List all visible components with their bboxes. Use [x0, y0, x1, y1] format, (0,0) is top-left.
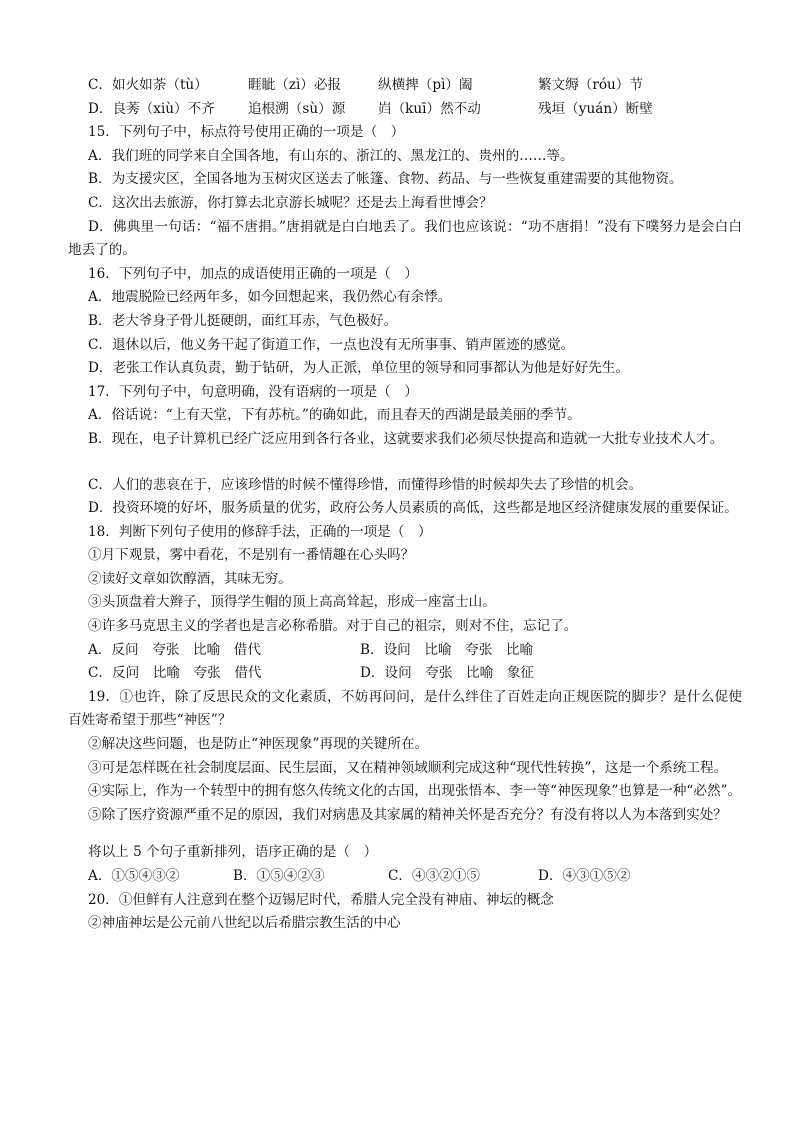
q18-options-row-2: [68, 662, 742, 686]
q18-option-d: D．设问 夸张 比喻 象征: [360, 665, 535, 682]
q15-option-c: C．这次出去旅游，你打算去北京游长城呢？还是去上海看世博会？: [88, 194, 493, 211]
q19-option-d: D．④③①⑤②: [538, 868, 631, 884]
q19-sentence-1: 19．①也许，除了反思民众的文化素质，不妨再问问，是什么绊住了百姓走向正规医院的脚步？是什么促使百姓寄希望于那些“神医”？: [68, 688, 742, 729]
option-row-d: [68, 98, 742, 122]
option-d-item-1: D．良莠（xiù）不齐: [88, 100, 215, 117]
q16-option-a: A．地震脱险已经两年多，如今回想起来，我仍然心有余悸。: [88, 289, 452, 306]
q19-option-c: C．④③②①⑤: [388, 868, 480, 884]
q20-sentence-2: ②神庙神坛是公元前八世纪以后希腊宗教生活的中心: [88, 915, 401, 932]
q16-option-b: B．老大爷身子骨儿挺硬朗，面红耳赤，气色极好。: [88, 312, 398, 329]
q19-sentence-3: ③可是怎样既在社会制度层面、民生层面，又在精神领域顺利完成这种“现代性转换”，这是一个系统工程。: [88, 759, 728, 776]
q19-option-a: A．①⑤④③②: [88, 868, 180, 884]
q18-sentence-3: ③头顶盘着大辫子，顶得学生帽的顶上高高耸起，形成一座富士山。: [88, 594, 496, 611]
q19-sentence-5: ⑤除了医疗资源严重不足的原因，我们对病患及其家属的精神关怀是否充分？有没有将以人为本落到实处？: [88, 806, 727, 823]
q17-option-d: D．投资环境的好坏，服务质量的优劣，政府公务人员素质的高低，这些都是地区经济健康发展的重要保证。: [88, 500, 738, 517]
page-content: [68, 74, 742, 936]
q15-option-a: A．我们班的同学来自全国各地，有山东的、浙江的、黑龙江的、贵州的……等。: [88, 147, 574, 164]
q18-sentence-2: ②读好文章如饮醇酒，其味无穷。: [88, 570, 292, 587]
q18-sentence-1: ①月下观景，雾中看花，不是别有一番情趣在心头吗？: [88, 547, 415, 564]
q16-option-c: C．退休以后，他义务干起了街道工作，一点也没有无所事事、销声匿迹的感觉。: [88, 336, 575, 353]
blank-spacer-2: [68, 827, 742, 841]
option-c-item-3: 纵横捭（pì）阖: [378, 77, 473, 93]
q16-option-d: D．老张工作认真负责，勤于钻研，为人正派，单位里的领导和同事都认为他是好好先生。: [88, 360, 630, 377]
q15-stem: 15．下列句子中，标点符号使用正确的一项是（ ）: [88, 124, 405, 141]
option-d-item-2: 追根溯（sù）源: [248, 100, 346, 117]
q19-sentence-2: ②解决这些问题，也是防止“神医现象”再现的关键所在。: [88, 736, 429, 753]
q17-option-a: A．俗话说：“上有天堂，下有苏杭。”的确如此，而且春天的西湖是最美丽的季节。: [88, 407, 581, 424]
q15-option-b: B．为支援灾区，全国各地为玉树灾区送去了帐篷、食物、药品、与一些恢复重建需要的其他物资。: [88, 171, 683, 188]
q16-stem: 16．下列句子中，加点的成语使用正确的一项是（ ）: [88, 265, 418, 282]
option-c-item-1: C．如火如荼（tù）: [88, 77, 208, 93]
q17-option-b: B．现在，电子计算机已经广泛应用到各行各业，这就要求我们必须尽快提高和造就一大批专业技术人才。: [88, 430, 724, 447]
option-row-c: [68, 74, 742, 98]
q19-sentence-4: ④实际上，作为一个转型中的拥有悠久传统文化的古国，出现张悟本、李一等“神医现象”也算是一种“必然”。: [88, 783, 742, 800]
option-c-item-4: 繁文缛（róu）节: [538, 77, 643, 93]
q17-option-c: C．人们的悲哀在于，应该珍惜的时候不懂得珍惜，而懂得珍惜的时候却失去了珍惜的机会。: [88, 476, 643, 493]
blank-spacer: [68, 452, 742, 474]
q18-sentence-4: ④许多马克思主义的学者也是言必称希腊。对于自己的祖宗，则对不住，忘记了。: [88, 618, 578, 635]
q18-option-c: C．反问 比喻 夸张 借代: [88, 665, 262, 682]
q18-options-row-1: [68, 639, 742, 663]
q18-option-b: B．设问 比喻 夸张 比喻: [360, 641, 534, 658]
q19-question: 将以上 5 个句子重新排列，语序正确的是（ ）: [88, 844, 378, 861]
option-c-item-2: 睚眦（zì）必报: [248, 77, 342, 93]
q19-options-row: [68, 865, 742, 889]
q18-stem: 18．判断下列句子使用的修辞手法，正确的一项是（ ）: [88, 523, 432, 540]
q15-option-d: D．佛典里一句话：“福不唐捐。”唐捐就是白白地丢了。我们也应该说：“功不唐捐！”没有下噗努力是会白白地丢了的。: [68, 218, 742, 259]
q19-option-b: B．①⑤④②③: [233, 868, 325, 884]
q18-option-a: A．反问 夸张 比喻 借代: [88, 641, 261, 658]
q17-stem: 17．下列句子中，句意明确，没有语病的一项是（ ）: [88, 383, 418, 400]
option-d-item-3: 岿（kuī）然不动: [378, 100, 481, 117]
q20-sentence-1: 20．①但鲜有人注意到在整个迈锡尼时代，希腊人完全没有神庙、神坛的概念: [88, 891, 554, 908]
option-d-item-4: 残垣（yuán）断壁: [538, 100, 653, 117]
